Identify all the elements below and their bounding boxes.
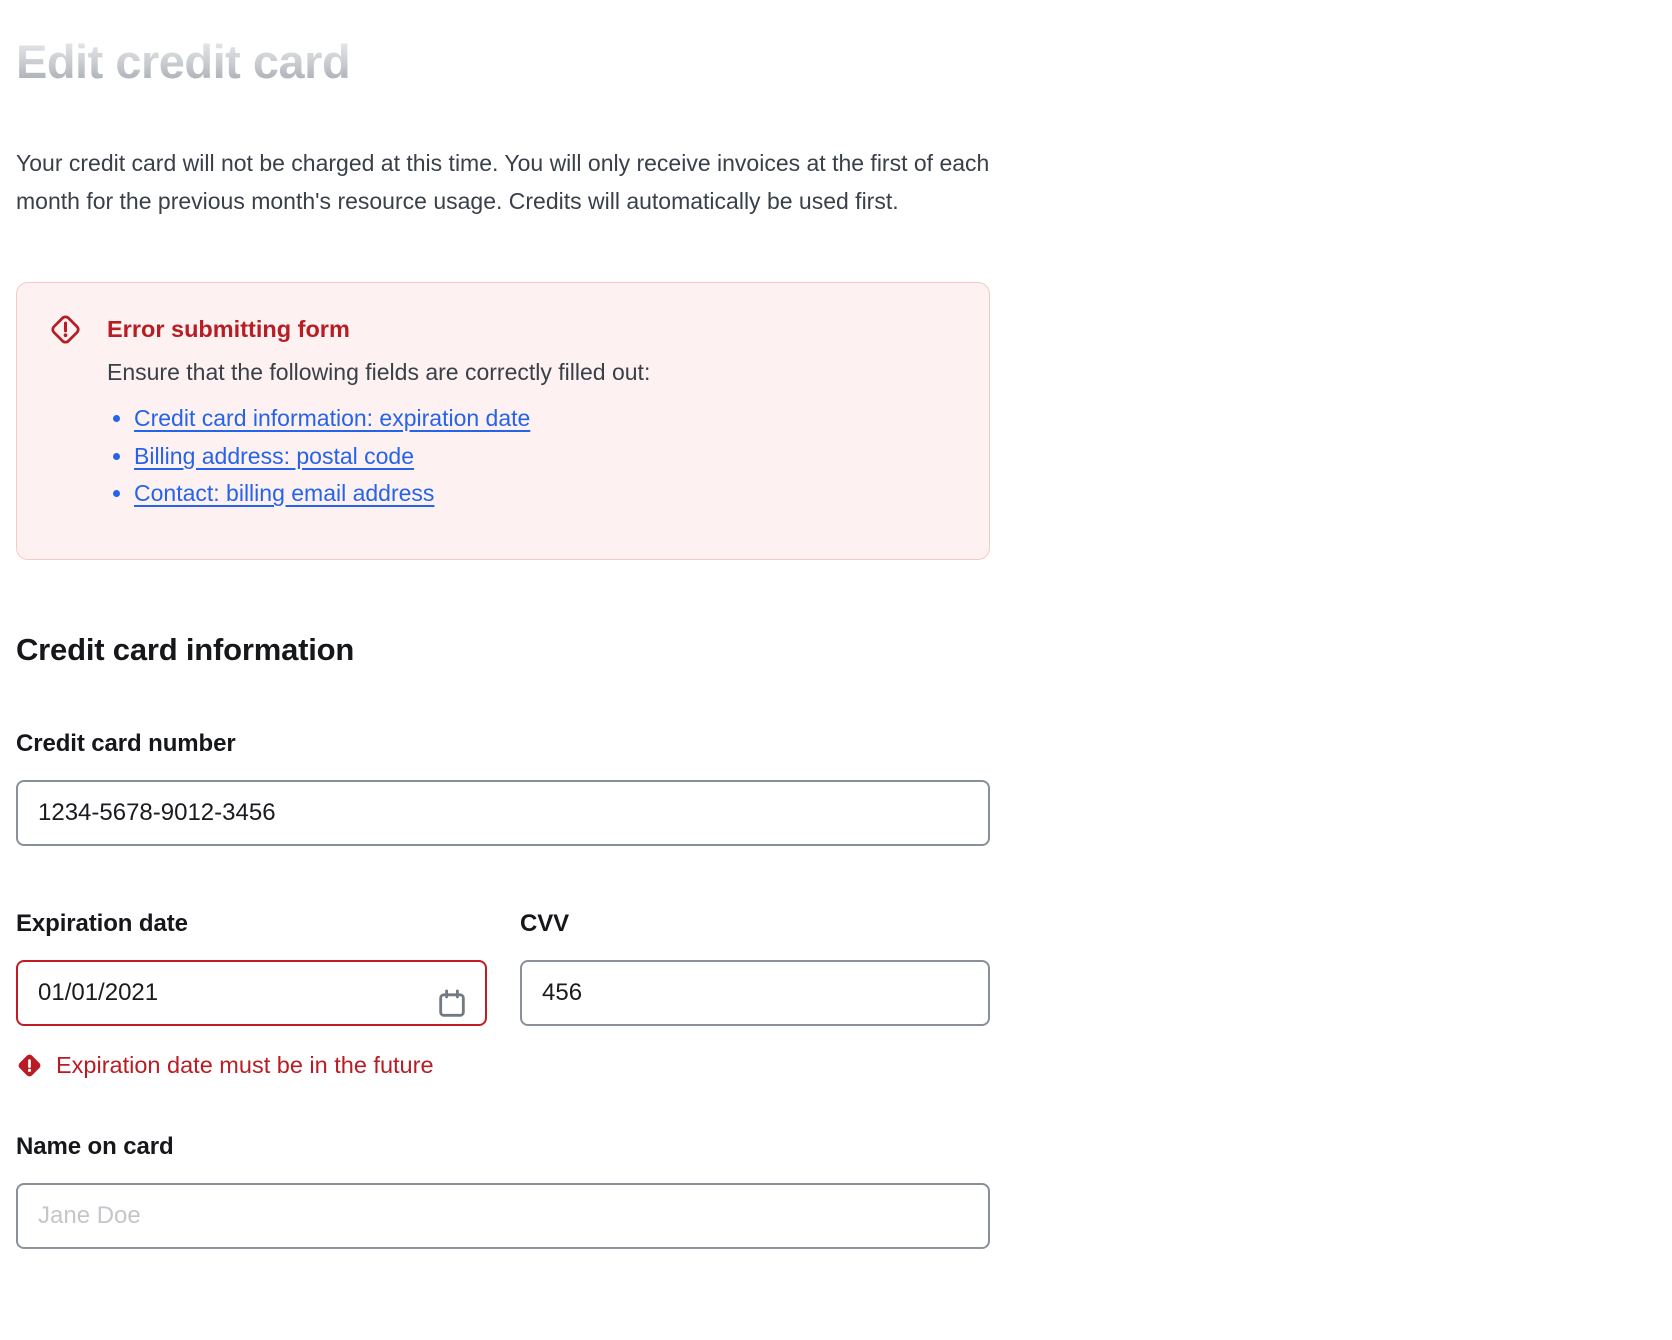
- card-number-input[interactable]: [16, 780, 990, 846]
- name-on-card-input[interactable]: [16, 1183, 990, 1249]
- error-link-postal-code[interactable]: Billing address: postal code: [134, 442, 414, 469]
- expiration-input-wrap: [16, 960, 487, 1026]
- expiration-date-label: Expiration date: [16, 909, 188, 937]
- error-list-item: [134, 400, 957, 438]
- cvv-input[interactable]: [520, 960, 990, 1026]
- field-expiration-date: [16, 910, 487, 1079]
- error-link-expiration-date[interactable]: Credit card information: expiration date: [134, 405, 531, 431]
- expiration-date-input[interactable]: [16, 960, 487, 1026]
- field-name-on-card: [16, 1133, 990, 1249]
- expiration-error-message-row: [16, 1052, 487, 1079]
- card-number-label: Credit card number: [16, 729, 236, 757]
- name-on-card-label: Name on card: [16, 1132, 174, 1160]
- error-list-item: [134, 438, 957, 476]
- error-alert-description: Ensure that the following fields are correctly filled out:: [107, 359, 651, 385]
- page-title: Edit credit card: [16, 35, 351, 88]
- error-link-billing-email[interactable]: Contact: billing email address: [134, 480, 435, 506]
- error-alert-body: [107, 359, 957, 513]
- error-filled-diamond-icon: [16, 1052, 43, 1079]
- edit-credit-card-page: [16, 34, 990, 1249]
- error-list-item: [134, 475, 957, 513]
- section-title-credit-card-information: Credit card information: [16, 631, 355, 667]
- expiration-error-text: Expiration date must be in the future: [56, 1051, 434, 1078]
- error-alert: [16, 282, 990, 560]
- intro-text: Your credit card will not be charged at this time. You will only receive invoices at the first of each month for the previous month's resource usage. Credits will automatically be used first.: [16, 150, 990, 214]
- error-link-list: [107, 400, 957, 513]
- field-cvv: [520, 910, 990, 1079]
- expiration-cvv-row: [16, 910, 990, 1079]
- cvv-label: CVV: [520, 909, 570, 937]
- error-alert-title: Error submitting form: [107, 316, 350, 342]
- field-card-number: [16, 730, 990, 846]
- error-diamond-icon: [49, 313, 82, 346]
- error-alert-header: [49, 313, 957, 346]
- viewport-bottom-fade: [0, 1245, 1672, 1340]
